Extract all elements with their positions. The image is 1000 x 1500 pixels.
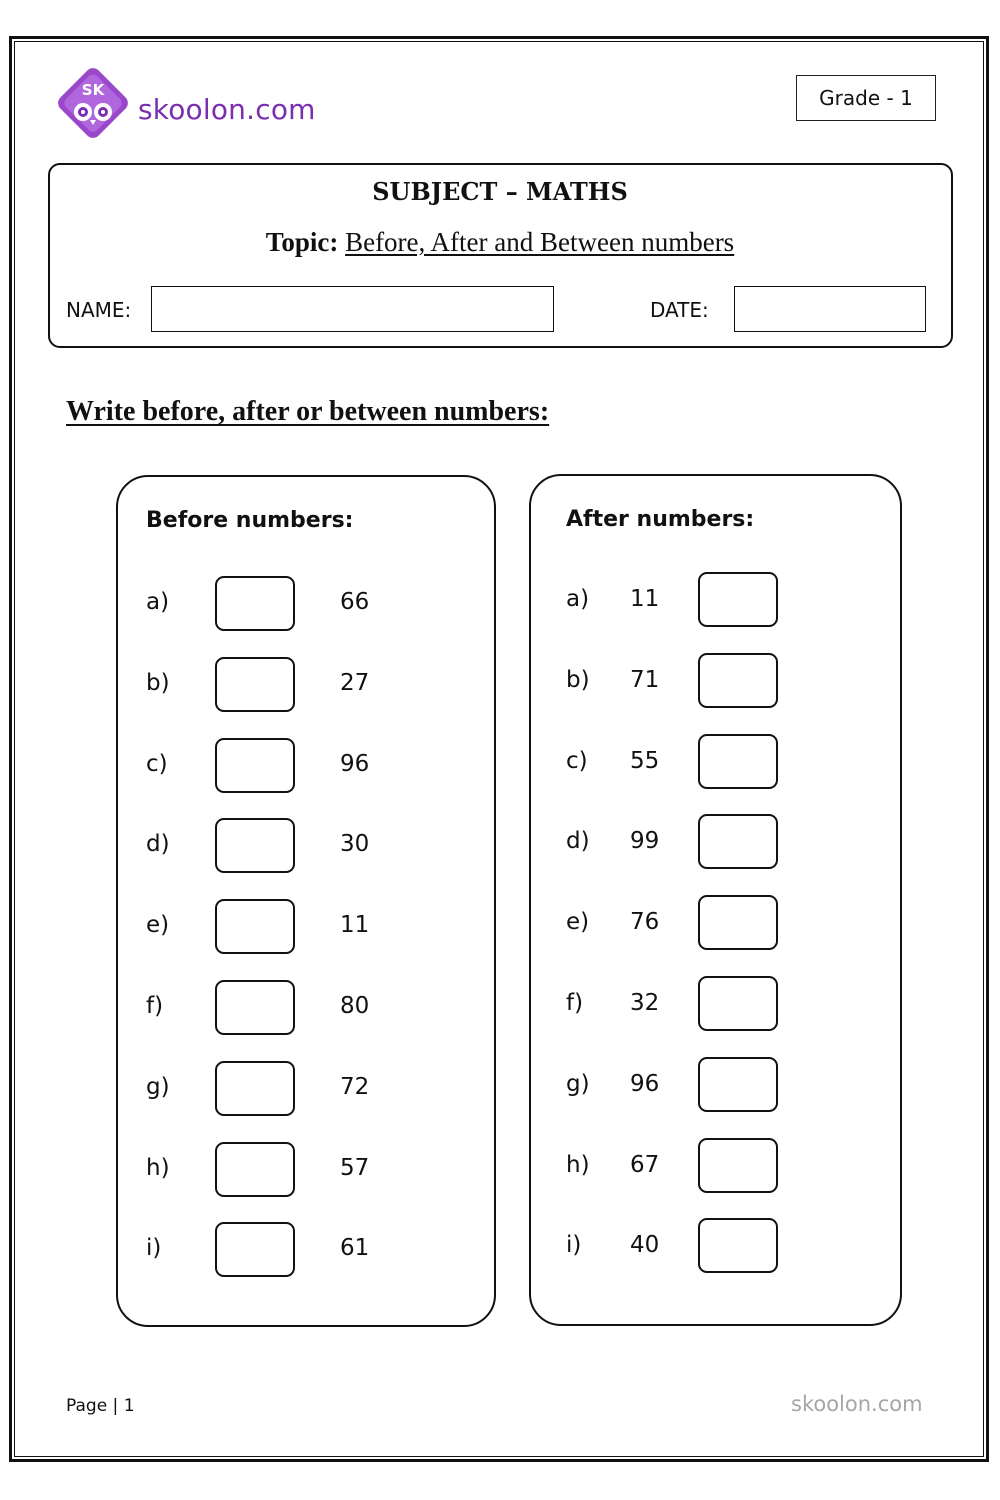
name-label: NAME: (66, 298, 132, 322)
before-numbers-title: Before numbers: (146, 508, 354, 533)
answer-box[interactable] (698, 1057, 778, 1112)
answer-box[interactable] (215, 1142, 295, 1197)
answer-box[interactable] (698, 1218, 778, 1273)
after-numbers-title: After numbers: (566, 507, 755, 532)
given-number: 80 (340, 993, 370, 1019)
item-label: d) (566, 828, 590, 855)
given-number: 32 (630, 990, 660, 1016)
item-label: e) (146, 912, 170, 939)
footer-brand: skoolon.com (791, 1392, 923, 1416)
item-label: g) (146, 1073, 170, 1100)
given-number: 57 (340, 1154, 370, 1181)
instruction-heading: Write before, after or between numbers: (66, 396, 550, 427)
item-label: g) (566, 1070, 590, 1097)
answer-box[interactable] (215, 657, 295, 712)
date-field[interactable] (734, 286, 926, 332)
item-label: c) (146, 750, 168, 777)
given-number: 67 (630, 1151, 660, 1178)
item-label: i) (146, 1235, 162, 1262)
answer-box[interactable] (215, 818, 295, 873)
topic-value: Before, After and Between numbers (345, 227, 735, 257)
item-label: c) (566, 747, 588, 774)
item-label: d) (146, 831, 170, 858)
topic-label: Topic: (265, 227, 339, 257)
answer-box[interactable] (215, 738, 295, 793)
answer-box[interactable] (215, 1222, 295, 1277)
answer-box[interactable] (698, 895, 778, 950)
given-number: 40 (630, 1232, 660, 1259)
answer-box[interactable] (698, 976, 778, 1031)
name-field[interactable] (151, 286, 554, 332)
before-numbers-panel (116, 475, 496, 1327)
answer-box[interactable] (698, 1138, 778, 1193)
given-number: 66 (340, 589, 370, 615)
given-number: 72 (340, 1073, 370, 1100)
given-number: 76 (630, 909, 660, 936)
given-number: 30 (340, 831, 370, 858)
answer-box[interactable] (698, 734, 778, 789)
answer-box[interactable] (215, 899, 295, 954)
answer-box[interactable] (698, 572, 778, 627)
item-label: h) (146, 1154, 170, 1181)
skoolon-owl-logo (52, 62, 134, 144)
given-number: 61 (340, 1235, 370, 1262)
item-label: b) (146, 669, 170, 696)
given-number: 27 (340, 669, 370, 696)
given-number: 96 (630, 1070, 660, 1097)
svg-text:SK: SK (81, 81, 105, 99)
answer-box[interactable] (215, 980, 295, 1035)
topic-line (0, 227, 1000, 258)
answer-box[interactable] (215, 1061, 295, 1116)
given-number: 99 (630, 828, 660, 855)
given-number: 96 (340, 750, 370, 777)
item-label: a) (146, 589, 170, 615)
given-number: 55 (630, 747, 660, 774)
given-number: 11 (630, 586, 660, 612)
item-label: e) (566, 909, 590, 936)
given-number: 11 (340, 912, 370, 939)
item-label: b) (566, 666, 590, 693)
grade-badge: Grade - 1 (796, 75, 936, 121)
subject-title: SUBJECT – MATHS (372, 177, 628, 206)
item-label: i) (566, 1232, 582, 1259)
answer-box[interactable] (215, 576, 295, 631)
item-label: a) (566, 586, 590, 612)
given-number: 71 (630, 666, 660, 693)
answer-box[interactable] (698, 814, 778, 869)
item-label: f) (566, 990, 584, 1016)
brand-name: skoolon.com (138, 93, 316, 126)
date-label: DATE: (650, 298, 709, 322)
item-label: h) (566, 1151, 590, 1178)
item-label: f) (146, 993, 164, 1019)
page-number: Page | 1 (66, 1396, 135, 1416)
answer-box[interactable] (698, 653, 778, 708)
